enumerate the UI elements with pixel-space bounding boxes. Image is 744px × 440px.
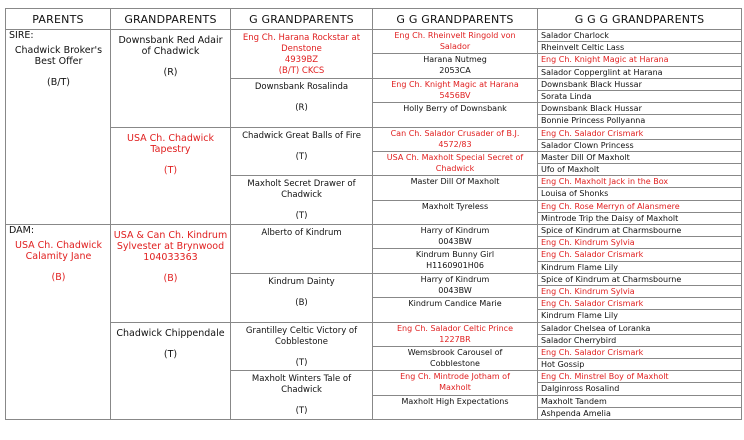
ggg-grandparent-cell: Master Dill Of Maxholt bbox=[538, 151, 742, 163]
dam-color: (B) bbox=[51, 272, 66, 283]
gg-grandparent-name: Holly Berry of Downsbank bbox=[403, 104, 507, 114]
ggg-grandparent-cell: Downsbank Black Hussar bbox=[538, 78, 742, 90]
gg-grandparent-cell bbox=[373, 322, 538, 346]
gg-grandparent-detail: 0043BW bbox=[438, 237, 472, 246]
grandparent-color: (T) bbox=[163, 348, 178, 360]
dam-label: DAM: bbox=[9, 225, 35, 236]
sire-name: Chadwick Broker's Best Offer bbox=[14, 45, 103, 67]
ggg-grandparent-cell: Eng Ch. Salador Crismark bbox=[538, 249, 742, 261]
g-grandparent-color: (T) bbox=[295, 151, 308, 162]
sire-label: SIRE: bbox=[9, 30, 34, 41]
spacer bbox=[233, 201, 370, 211]
gg-grandparent-cell bbox=[373, 249, 538, 273]
dam-cell bbox=[6, 225, 111, 420]
g-grandparent-name: Grantilley Celtic Victory of Cobblestone bbox=[245, 325, 358, 347]
gg-grandparent-cell bbox=[373, 127, 538, 151]
spacer bbox=[113, 263, 228, 273]
ggg-grandparent-cell: Salador Copperglint at Harana bbox=[538, 66, 742, 78]
g-grandparent-color: (B) bbox=[295, 297, 308, 308]
g-grandparent-name: Maxholt Winters Tale of Chadwick bbox=[251, 374, 352, 396]
spacer bbox=[233, 288, 370, 298]
ggg-grandparent-cell: Eng Ch. Kindrum Sylvia bbox=[538, 237, 742, 249]
ggg-grandparent-cell: Eng Ch. Salador Crismark bbox=[538, 127, 742, 139]
ggg-grandparent-cell: Eng Ch. Rose Merryn of Alansmere bbox=[538, 200, 742, 212]
ggg-grandparent-cell: Salador Cherrybird bbox=[538, 334, 742, 346]
table-row bbox=[6, 127, 742, 139]
g-grandparent-name: Maxholt Secret Drawer of Chadwick bbox=[247, 179, 356, 201]
gg-grandparent-cell bbox=[373, 225, 538, 249]
grandparent-name: USA & Can Ch. Kindrum Sylvester at Brynwood 104033363 bbox=[113, 230, 228, 263]
grandparent-cell bbox=[111, 322, 231, 420]
gg-grandparent-detail: 1227BR bbox=[439, 334, 471, 344]
gg-grandparent-cell bbox=[373, 273, 538, 297]
ggg-grandparent-cell: Kindrum Flame Lily bbox=[538, 261, 742, 273]
g-grandparent-name: Downsbank Rosalinda bbox=[254, 81, 349, 92]
grandparent-cell bbox=[111, 127, 231, 225]
grandparent-cell bbox=[111, 225, 231, 323]
gg-grandparent-name: Eng Ch. Salador Celtic Prince bbox=[396, 323, 513, 333]
gg-grandparent-cell bbox=[373, 346, 538, 370]
pedigree-table bbox=[5, 8, 742, 420]
gg-grandparent-cell bbox=[373, 151, 538, 175]
grandparent-color: (B) bbox=[163, 273, 178, 284]
ggg-grandparent-cell: Maxholt Tandem bbox=[538, 395, 742, 407]
g-grandparent-name: Eng Ch. Harana Rockstar at Denstone bbox=[242, 33, 361, 54]
header-parents: PARENTS bbox=[6, 9, 111, 30]
ggg-grandparent-cell: Eng Ch. Minstrel Boy of Maxholt bbox=[538, 371, 742, 383]
gg-grandparent-detail: 4572/83 bbox=[438, 139, 472, 149]
ggg-grandparent-cell: Eng Ch. Kindrum Sylvia bbox=[538, 285, 742, 297]
header-ggg-grandparents: G G G GRANDPARENTS bbox=[538, 9, 742, 30]
gg-grandparent-cell bbox=[373, 395, 538, 419]
g-grandparent-color: (T) bbox=[295, 406, 308, 417]
header-g-grandparents: G GRANDPARENTS bbox=[231, 9, 373, 30]
ggg-grandparent-cell: Ashpenda Amelia bbox=[538, 407, 742, 419]
ggg-grandparent-cell: Eng Ch. Knight Magic at Harana bbox=[538, 54, 742, 66]
gg-grandparent-cell bbox=[373, 30, 538, 54]
ggg-grandparent-cell: Downsbank Black Hussar bbox=[538, 103, 742, 115]
grandparent-name: USA Ch. Chadwick Tapestry bbox=[126, 132, 214, 155]
ggg-grandparent-cell: Kindrum Flame Lily bbox=[538, 310, 742, 322]
grandparent-color: (R) bbox=[163, 67, 178, 78]
ggg-grandparent-cell: Ufo of Maxholt bbox=[538, 164, 742, 176]
gg-grandparent-detail: 2053CA bbox=[439, 66, 471, 76]
g-grandparent-cell bbox=[231, 225, 373, 274]
gg-grandparent-cell bbox=[373, 176, 538, 200]
ggg-grandparent-cell: Spice of Kindrum at Charmsbourne bbox=[538, 225, 742, 237]
spacer bbox=[233, 93, 370, 103]
gg-grandparent-cell bbox=[373, 200, 538, 224]
g-grandparent-color: (R) bbox=[295, 102, 308, 113]
spacer bbox=[233, 348, 370, 358]
ggg-grandparent-cell: Eng Ch. Salador Crismark bbox=[538, 298, 742, 310]
spacer bbox=[233, 239, 370, 249]
spacer bbox=[113, 57, 228, 67]
ggg-grandparent-cell: Eng Ch. Salador Crismark bbox=[538, 346, 742, 358]
gg-grandparent-detail: 5456BV bbox=[439, 90, 471, 100]
gg-grandparent-name: Wemsbrook Carousel of bbox=[407, 347, 503, 357]
gg-grandparent-name: Maxholt Tyreless bbox=[421, 201, 489, 211]
gg-grandparent-name: Eng Ch. Knight Magic at Harana bbox=[391, 79, 519, 89]
ggg-grandparent-cell: Sorata Linda bbox=[538, 90, 742, 102]
sire-color: (B/T) bbox=[47, 77, 70, 88]
g-grandparent-cell bbox=[231, 371, 373, 420]
ggg-grandparent-cell: Rheinvelt Celtic Lass bbox=[538, 42, 742, 54]
g-grandparent-cell bbox=[231, 273, 373, 322]
gg-grandparent-cell bbox=[373, 78, 538, 102]
gg-grandparent-name: Master Dill Of Maxholt bbox=[410, 177, 500, 187]
header-grandparents: GRANDPARENTS bbox=[111, 9, 231, 30]
g-grandparent-cell bbox=[231, 30, 373, 79]
header-row bbox=[6, 9, 742, 30]
ggg-grandparent-cell: Bonnie Princess Pollyanna bbox=[538, 115, 742, 127]
grandparent-name: Chadwick Chippendale bbox=[116, 327, 225, 339]
g-grandparent-color: (B/T) CKCS bbox=[278, 66, 325, 76]
spacer bbox=[9, 67, 108, 77]
spacer bbox=[113, 339, 228, 349]
gg-grandparent-detail: Chadwick bbox=[435, 163, 475, 173]
gg-grandparent-name: Eng Ch. Mintrode Jotham of bbox=[400, 372, 510, 382]
gg-grandparent-name: Harry of Kindrum bbox=[420, 226, 490, 235]
g-grandparent-cell bbox=[231, 78, 373, 127]
gg-grandparent-cell bbox=[373, 103, 538, 127]
gg-grandparent-name: Kindrum Bunny Girl bbox=[415, 250, 495, 260]
gg-grandparent-name: Maxholt High Expectations bbox=[401, 396, 509, 406]
ggg-grandparent-cell: Salador Clown Princess bbox=[538, 139, 742, 151]
gg-grandparent-name: Harana Nutmeg bbox=[423, 55, 487, 65]
spacer bbox=[9, 262, 108, 272]
g-grandparent-reg: 4939BZ bbox=[284, 55, 319, 65]
grandparent-cell bbox=[111, 30, 231, 128]
ggg-grandparent-cell: Mintrode Trip the Daisy of Maxholt bbox=[538, 212, 742, 224]
table-row bbox=[6, 30, 742, 42]
gg-grandparent-name: Kindrum Candice Marie bbox=[408, 299, 502, 309]
ggg-grandparent-cell: Salador Charlock bbox=[538, 30, 742, 42]
g-grandparent-cell bbox=[231, 176, 373, 225]
spacer bbox=[233, 142, 370, 152]
gg-grandparent-cell bbox=[373, 54, 538, 78]
ggg-grandparent-cell: Salador Chelsea of Loranka bbox=[538, 322, 742, 334]
g-grandparent-name: Alberto of Kindrum bbox=[261, 228, 342, 238]
ggg-grandparent-cell: Louisa of Shonks bbox=[538, 188, 742, 200]
spacer bbox=[113, 155, 228, 165]
gg-grandparent-name: USA Ch. Maxholt Special Secret of bbox=[386, 152, 524, 162]
spacer bbox=[233, 396, 370, 406]
ggg-grandparent-cell: Hot Gossip bbox=[538, 359, 742, 371]
gg-grandparent-detail: 0043BW bbox=[438, 285, 472, 295]
g-grandparent-color: (T) bbox=[295, 357, 308, 368]
g-grandparent-cell bbox=[231, 127, 373, 176]
ggg-grandparent-cell: Dalginross Rosalind bbox=[538, 383, 742, 395]
g-grandparent-name: Chadwick Great Balls of Fire bbox=[242, 130, 361, 141]
sire-cell bbox=[6, 30, 111, 225]
ggg-grandparent-cell: Eng Ch. Maxholt Jack in the Box bbox=[538, 176, 742, 188]
grandparent-color: (T) bbox=[163, 164, 178, 176]
gg-grandparent-name: Eng Ch. Rheinvelt Ringold von bbox=[394, 31, 516, 40]
gg-grandparent-cell bbox=[373, 371, 538, 395]
table-row bbox=[6, 322, 742, 334]
gg-grandparent-name: Can Ch. Salador Crusader of B.J. bbox=[390, 128, 520, 138]
ggg-grandparent-cell: Spice of Kindrum at Charmsbourne bbox=[538, 273, 742, 285]
gg-grandparent-detail: H1160901H06 bbox=[426, 261, 484, 271]
gg-grandparent-cell bbox=[373, 298, 538, 322]
grandparent-name: Downsbank Red Adair of Chadwick bbox=[118, 35, 223, 57]
g-grandparent-color: (T) bbox=[295, 211, 308, 222]
gg-grandparent-detail: Maxholt bbox=[439, 383, 471, 393]
gg-grandparent-detail: Cobblestone bbox=[430, 358, 480, 368]
g-grandparent-cell bbox=[231, 322, 373, 371]
gg-grandparent-detail: Salador bbox=[439, 42, 471, 51]
g-grandparent-name: Kindrum Dainty bbox=[268, 276, 335, 287]
gg-grandparent-name: Harry of Kindrum bbox=[420, 274, 490, 284]
header-gg-grandparents: G G GRANDPARENTS bbox=[373, 9, 538, 30]
table-row bbox=[6, 225, 742, 237]
dam-name: USA Ch. Chadwick Calamity Jane bbox=[14, 240, 102, 262]
